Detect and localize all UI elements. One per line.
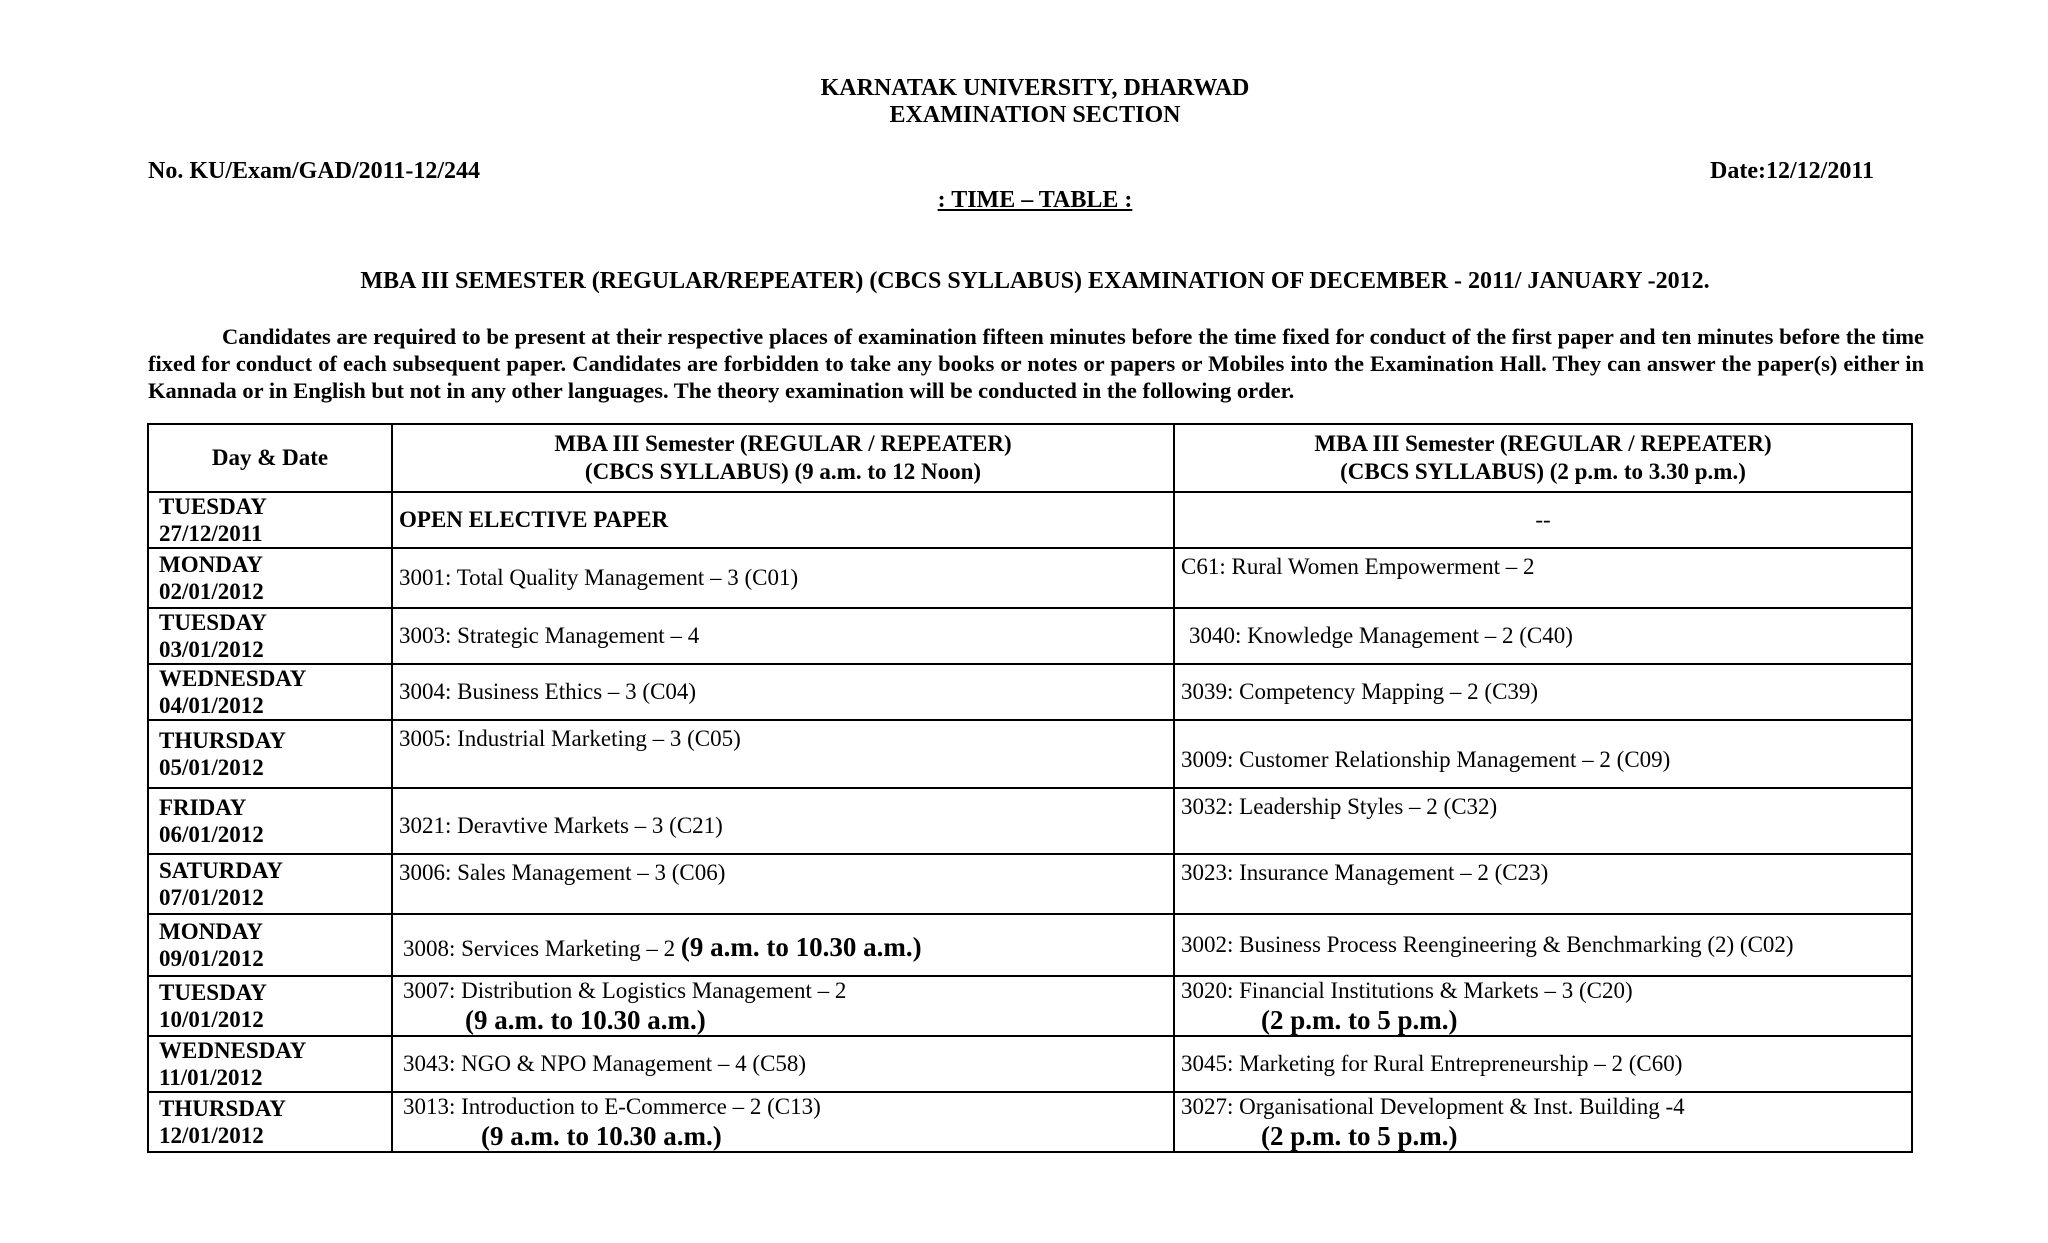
exam-date: 27/12/2011 — [159, 521, 263, 546]
table-row — [148, 788, 1912, 854]
table-row — [148, 492, 1912, 548]
morning-paper: 3006: Sales Management – 3 (C06) — [392, 854, 1174, 914]
day-name: THURSDAY — [159, 1096, 286, 1121]
day-name: THURSDAY — [159, 728, 286, 753]
day-name: FRIDAY — [159, 795, 247, 820]
paper-time: (9 a.m. to 10.30 a.m.) — [481, 1121, 722, 1151]
morning-paper — [392, 1092, 1174, 1152]
day-date-cell — [148, 548, 392, 608]
table-row — [148, 664, 1912, 720]
morning-paper — [392, 976, 1174, 1036]
timetable-label: : TIME – TABLE : — [937, 187, 1133, 213]
paper-time: (2 p.m. to 5 p.m.) — [1261, 1005, 1458, 1035]
afternoon-paper — [1174, 1092, 1912, 1152]
afternoon-paper: -- — [1174, 492, 1912, 548]
instructions-paragraph: Candidates are required to be present at their respective places of examination fifteen minutes before the time fixed for conduct of the first paper and ten minutes before the time fixed for conduct of each subsequent paper. Candidates are forbidden to take any books or notes or papers or Mobiles into the Examination Hall. They can answer the paper(s) either in Kannada or in English but not in any other languages. The theory examination will be conducted in the following order. — [148, 324, 1924, 403]
exam-date: 02/01/2012 — [159, 579, 264, 604]
day-name: MONDAY — [159, 552, 263, 577]
table-row — [148, 854, 1912, 914]
university-name: KARNATAK UNIVERSITY, DHARWAD — [820, 75, 1250, 101]
exam-date: 09/01/2012 — [159, 946, 264, 971]
exam-date: 06/01/2012 — [159, 822, 264, 847]
header-afternoon-line1: MBA III Semester (REGULAR / REPEATER) — [1314, 431, 1772, 456]
day-date-cell — [148, 788, 392, 854]
afternoon-paper: 3009: Customer Relationship Management – 2 (C09) — [1174, 720, 1912, 788]
day-name: SATURDAY — [159, 858, 283, 883]
day-date-cell — [148, 608, 392, 664]
header-afternoon-line2: (CBCS SYLLABUS) (2 p.m. to 3.30 p.m.) — [1340, 459, 1746, 484]
day-name: MONDAY — [159, 919, 263, 944]
morning-paper — [392, 914, 1174, 976]
paper-name: 3013: Introduction to E-Commerce – 2 (C13) — [403, 1094, 821, 1119]
day-date-cell — [148, 492, 392, 548]
table-row — [148, 548, 1912, 608]
morning-paper: 3043: NGO & NPO Management – 4 (C58) — [392, 1036, 1174, 1092]
morning-paper: 3004: Business Ethics – 3 (C04) — [392, 664, 1174, 720]
afternoon-paper: 3039: Competency Mapping – 2 (C39) — [1174, 664, 1912, 720]
afternoon-paper: 3002: Business Process Reengineering & Benchmarking (2) (C02) — [1174, 914, 1912, 976]
exam-date: 11/01/2012 — [159, 1065, 263, 1090]
day-date-cell — [148, 914, 392, 976]
header-morning-line2: (CBCS SYLLABUS) (9 a.m. to 12 Noon) — [584, 459, 982, 484]
afternoon-paper — [1174, 976, 1912, 1036]
table-row — [148, 720, 1912, 788]
day-date-cell — [148, 976, 392, 1036]
day-name: WEDNESDAY — [159, 666, 307, 691]
paper-name: 3020: Financial Institutions & Markets – 3 (C20) — [1181, 978, 1633, 1003]
paper-name: 3027: Organisational Development & Inst. Building -4 — [1181, 1094, 1685, 1119]
timetable-table — [147, 423, 1913, 1153]
day-date-cell — [148, 1092, 392, 1152]
table-row — [148, 608, 1912, 664]
reference-number: No. KU/Exam/GAD/2011-12/244 — [148, 158, 481, 184]
header-afternoon — [1174, 424, 1912, 492]
table-row — [148, 1036, 1912, 1092]
header-day-date: Day & Date — [148, 424, 392, 492]
afternoon-paper: 3045: Marketing for Rural Entrepreneurship – 2 (C60) — [1174, 1036, 1912, 1092]
paper-time: (9 a.m. to 10.30 a.m.) — [465, 1005, 706, 1035]
table-row — [148, 976, 1912, 1036]
exam-date: 03/01/2012 — [159, 637, 264, 662]
afternoon-paper: 3032: Leadership Styles – 2 (C32) — [1174, 788, 1912, 854]
paper-name: 3008: Services Marketing – 2 — [403, 936, 676, 961]
exam-date: 05/01/2012 — [159, 755, 264, 780]
day-name: TUESDAY — [159, 494, 267, 519]
exam-date: 07/01/2012 — [159, 885, 264, 910]
day-name: WEDNESDAY — [159, 1038, 307, 1063]
paper-time: (9 a.m. to 10.30 a.m.) — [680, 932, 922, 962]
table-row — [148, 1092, 1912, 1152]
paper-time: (2 p.m. to 5 p.m.) — [1261, 1121, 1458, 1151]
document-date: Date:12/12/2011 — [1710, 158, 1874, 184]
morning-paper: OPEN ELECTIVE PAPER — [392, 492, 1174, 548]
paper-name: 3007: Distribution & Logistics Management – 2 — [403, 978, 847, 1003]
afternoon-paper: C61: Rural Women Empowerment – 2 — [1174, 548, 1912, 608]
day-date-cell — [148, 720, 392, 788]
morning-paper: 3003: Strategic Management – 4 — [392, 608, 1174, 664]
morning-paper: 3005: Industrial Marketing – 3 (C05) — [392, 720, 1174, 788]
exam-date: 12/01/2012 — [159, 1123, 264, 1148]
exam-date: 10/01/2012 — [159, 1007, 264, 1032]
day-date-cell — [148, 1036, 392, 1092]
exam-date: 04/01/2012 — [159, 693, 264, 718]
day-date-cell — [148, 664, 392, 720]
header-morning — [392, 424, 1174, 492]
morning-paper: 3021: Deravtive Markets – 3 (C21) — [392, 788, 1174, 854]
table-row — [148, 914, 1912, 976]
day-date-cell — [148, 854, 392, 914]
exam-heading: MBA III SEMESTER (REGULAR/REPEATER) (CBCS SYLLABUS) EXAMINATION OF DECEMBER - 2011/ JANUARY -2012. — [360, 268, 1710, 294]
table-header-row — [148, 424, 1912, 492]
afternoon-paper: 3023: Insurance Management – 2 (C23) — [1174, 854, 1912, 914]
morning-paper: 3001: Total Quality Management – 3 (C01) — [392, 548, 1174, 608]
afternoon-paper: 3040: Knowledge Management – 2 (C40) — [1174, 608, 1912, 664]
section-name: EXAMINATION SECTION — [889, 102, 1181, 128]
day-name: TUESDAY — [159, 980, 267, 1005]
day-name: TUESDAY — [159, 610, 267, 635]
header-morning-line1: MBA III Semester (REGULAR / REPEATER) — [554, 431, 1012, 456]
